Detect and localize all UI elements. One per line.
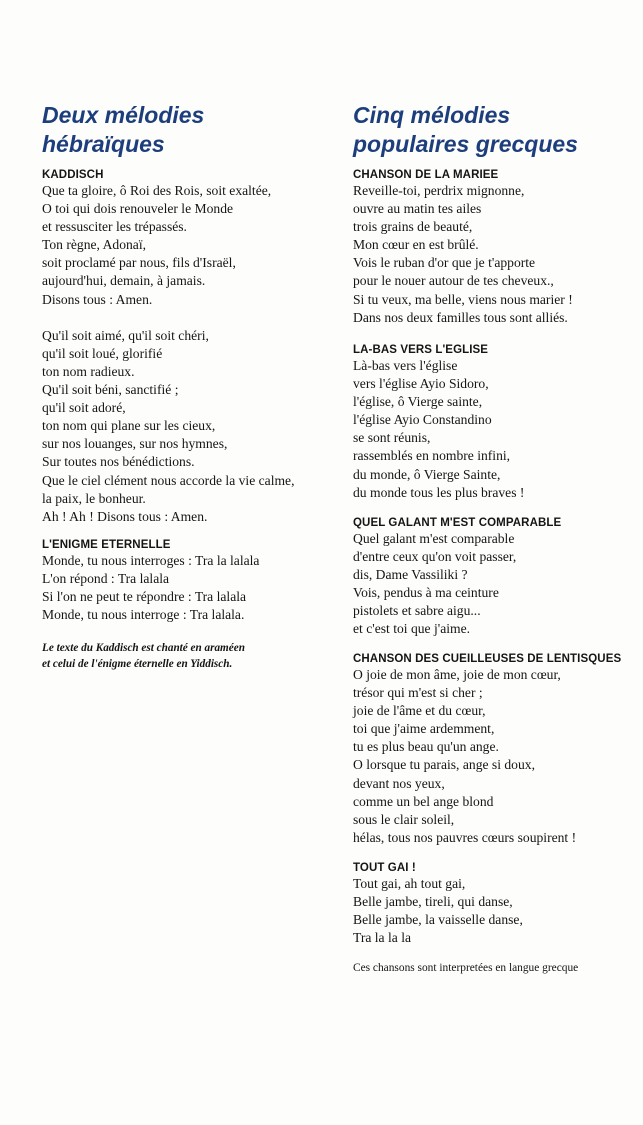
section-lines bbox=[353, 666, 639, 847]
section-kaddisch bbox=[42, 169, 342, 526]
verse-line: Sur toutes nos bénédictions. bbox=[42, 454, 195, 470]
verse-line: Que le ciel clément nous accorde la vie calme, bbox=[42, 472, 295, 488]
verse-line: l'église Ayio Constandino bbox=[353, 412, 492, 428]
section-heading: TOUT GAI ! bbox=[353, 862, 416, 874]
language-note bbox=[42, 641, 245, 672]
verse-line: Monde, tu nous interroges : Tra la lalala bbox=[42, 553, 260, 568]
verse-line: sous le clair soleil, bbox=[353, 811, 455, 827]
section-heading: L'ENIGME ETERNELLE bbox=[42, 539, 171, 551]
verse-line: Belle jambe, tireli, qui danse, bbox=[353, 894, 513, 910]
verse-line: Si l'on ne peut te répondre : Tra lalala bbox=[42, 589, 247, 605]
verse-line: comme un bel ange blond bbox=[353, 793, 494, 809]
section-lines bbox=[42, 182, 342, 526]
verse-line: soit proclamé par nous, fils d'Israël, bbox=[42, 255, 236, 271]
verse-line: O toi qui dois renouveler le Monde bbox=[42, 201, 234, 217]
section-heading: CHANSON DES CUEILLEUSES DE LENTISQUES bbox=[353, 653, 622, 665]
verse-line: Tra la la la bbox=[353, 930, 412, 946]
right-title-line-2: populaires grecques bbox=[353, 131, 578, 157]
verse-line: Si tu veux, ma belle, viens nous marier ! bbox=[353, 291, 573, 307]
section-heading: KADDISCH bbox=[42, 169, 104, 181]
verse-line: Qu'il soit béni, sanctifié ; bbox=[42, 382, 179, 398]
section-heading: QUEL GALANT M'EST COMPARABLE bbox=[353, 517, 562, 529]
section-tout-gai bbox=[353, 862, 639, 947]
note-line-2: et celui de l'énigme éternelle en Yiddisch. bbox=[42, 657, 233, 670]
section-lines bbox=[353, 530, 639, 639]
verse-line: Belle jambe, la vaisselle danse, bbox=[353, 912, 523, 928]
verse-line: et c'est toi que j'aime. bbox=[353, 621, 471, 637]
verse-line: ton nom qui plane sur les cieux, bbox=[42, 418, 216, 434]
verse-line: devant nos yeux, bbox=[353, 775, 445, 791]
verse-line: trésor qui m'est si cher ; bbox=[353, 685, 483, 701]
verse-line: l'église, ô Vierge sainte, bbox=[353, 394, 483, 410]
verse-line: O lorsque tu parais, ange si doux, bbox=[353, 757, 535, 773]
verse-line: Reveille-toi, perdrix mignonne, bbox=[353, 183, 525, 198]
verse-line: O joie de mon âme, joie de mon cœur, bbox=[353, 667, 561, 682]
verse-line: vers l'église Ayio Sidoro, bbox=[353, 376, 489, 392]
verse-line: d'entre ceux qu'on voit passer, bbox=[353, 549, 517, 565]
verse-line: dis, Dame Vassiliki ? bbox=[353, 567, 468, 583]
section-lines bbox=[353, 182, 639, 327]
verse-line: Que ta gloire, ô Roi des Rois, soit exaltée, bbox=[42, 183, 272, 198]
verse-line: joie de l'âme et du cœur, bbox=[353, 703, 486, 719]
verse-line: Quel galant m'est comparable bbox=[353, 531, 515, 546]
verse-line: hélas, tous nos pauvres cœurs soupirent ! bbox=[353, 829, 577, 845]
verse-line: qu'il soit loué, glorifié bbox=[42, 345, 163, 361]
verse-line: L'on répond : Tra lalala bbox=[42, 571, 170, 587]
verse-line: toi que j'aime ardemment, bbox=[353, 721, 495, 737]
section-lines bbox=[42, 552, 342, 624]
verse-line: trois grains de beauté, bbox=[353, 219, 473, 235]
section-cueilleuses bbox=[353, 653, 639, 847]
verse-line: Qu'il soit aimé, qu'il soit chéri, bbox=[42, 327, 209, 343]
verse-line: pour le nouer autour de tes cheveux., bbox=[353, 273, 554, 289]
verse-line: aujourd'hui, demain, à jamais. bbox=[42, 273, 206, 289]
section-lines bbox=[353, 875, 639, 947]
left-title-line-2: hébraïques bbox=[42, 131, 165, 157]
verse-line: qu'il soit adoré, bbox=[42, 400, 126, 416]
verse-line: se sont réunis, bbox=[353, 430, 431, 446]
verse-line: du monde, ô Vierge Sainte, bbox=[353, 466, 501, 482]
right-title bbox=[353, 101, 578, 159]
verse-line: ouvre au matin tes ailes bbox=[353, 201, 482, 217]
section-heading: CHANSON DE LA MARIEE bbox=[353, 169, 499, 181]
verse-line: rassemblés en nombre infini, bbox=[353, 448, 511, 464]
verse-line: Vois, pendus à ma ceinture bbox=[353, 585, 499, 601]
verse-line: Monde, tu nous interroge : Tra lalala. bbox=[42, 607, 245, 623]
left-title bbox=[42, 101, 204, 159]
section-chanson-mariee bbox=[353, 169, 639, 327]
section-lines bbox=[353, 357, 639, 502]
section-la-bas bbox=[353, 344, 639, 502]
verse-line: pistolets et sabre aigu... bbox=[353, 603, 481, 619]
verse-line: du monde tous les plus braves ! bbox=[353, 484, 525, 500]
left-title-line-1: Deux mélodies bbox=[42, 102, 205, 128]
verse-line: Dans nos deux familles tous sont alliés. bbox=[353, 309, 568, 325]
verse-line: tu es plus beau qu'un ange. bbox=[353, 739, 499, 755]
verse-line bbox=[42, 309, 342, 327]
note-line-1: Le texte du Kaddisch est chanté en araméen bbox=[42, 642, 245, 654]
verse-line: la paix, le bonheur. bbox=[42, 490, 146, 506]
section-enigme bbox=[42, 539, 342, 624]
verse-line: ton nom radieux. bbox=[42, 363, 135, 379]
verse-line: Mon cœur en est brûlé. bbox=[353, 237, 479, 253]
section-quel-galant bbox=[353, 517, 639, 639]
verse-line: Ah ! Ah ! Disons tous : Amen. bbox=[42, 508, 208, 524]
verse-line: Vois le ruban d'or que je t'apporte bbox=[353, 255, 536, 271]
verse-line: Là-bas vers l'église bbox=[353, 358, 458, 373]
section-heading: LA-BAS VERS L'EGLISE bbox=[353, 344, 489, 356]
right-title-line-1: Cinq mélodies bbox=[353, 102, 511, 128]
verse-line: et ressusciter les trépassés. bbox=[42, 219, 187, 235]
verse-line: Tout gai, ah tout gai, bbox=[353, 876, 466, 891]
language-footnote: Ces chansons sont interpretées en langue grecque bbox=[353, 962, 579, 974]
verse-line: Disons tous : Amen. bbox=[42, 291, 153, 307]
verse-line: sur nos louanges, sur nos hymnes, bbox=[42, 436, 228, 452]
verse-line: Ton règne, Adonaï, bbox=[42, 237, 146, 253]
